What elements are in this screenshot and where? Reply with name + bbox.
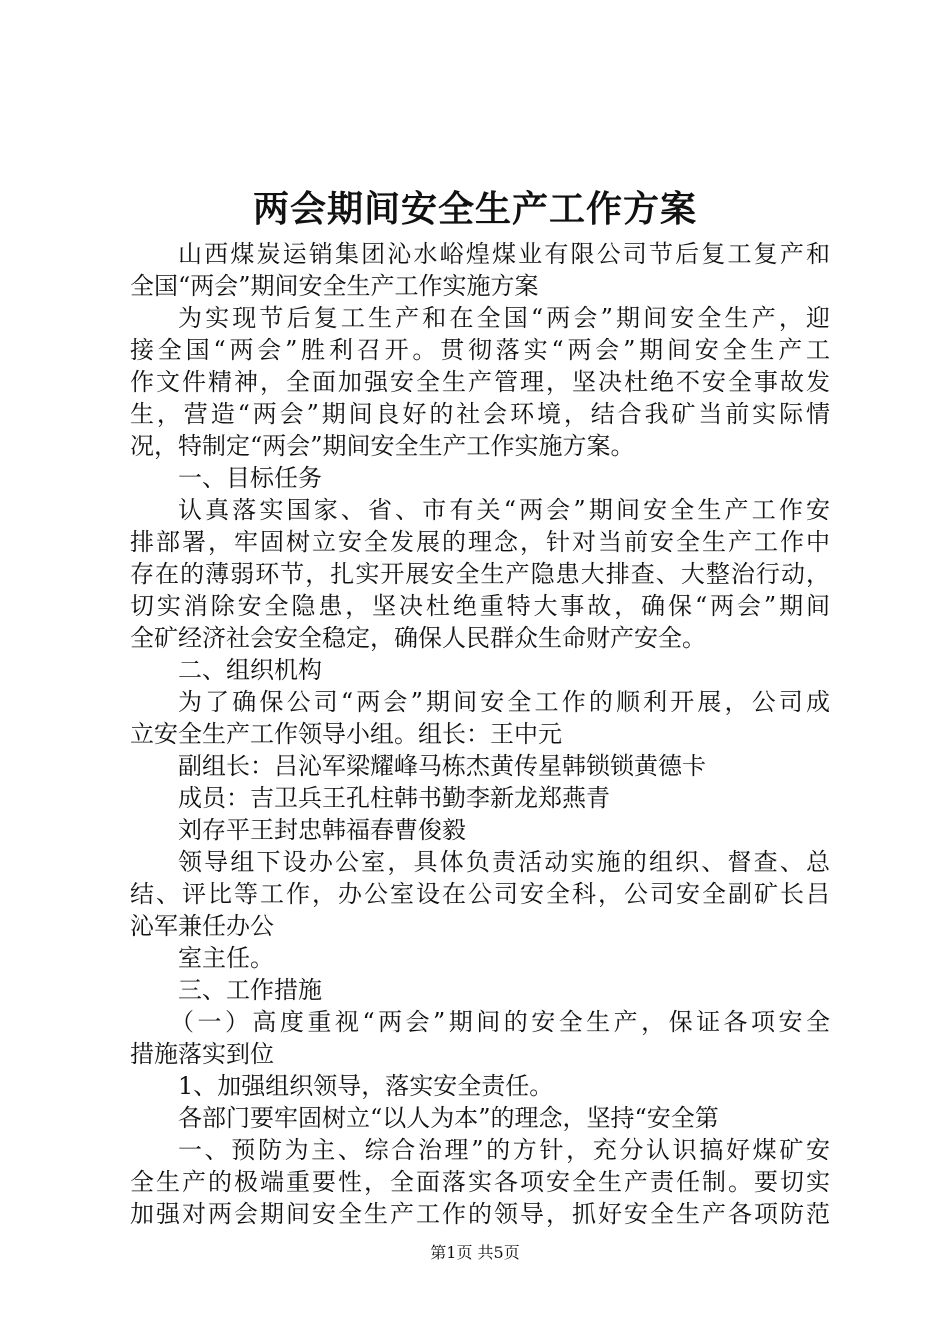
text-line: 一、预防为主、综合治理”的方针，充分认识搞好煤矿安	[178, 1136, 830, 1164]
text-line: 作文件精神，全面加强安全生产管理，坚决杜绝不安全事故发	[130, 368, 830, 396]
text-line: 沁军兼任办公	[130, 912, 274, 940]
text-line: 山西煤炭运销集团沁水峪煌煤业有限公司节后复工复产和	[178, 240, 830, 268]
text-line: 立安全生产工作领导小组。组长：王中元	[130, 720, 562, 748]
text-line: 室主任。	[178, 944, 274, 972]
text-line: 切实消除安全隐患，坚决杜绝重特大事故，确保“两会”期间	[130, 592, 830, 620]
text-line: 全国“两会”期间安全生产工作实施方案	[130, 272, 539, 300]
text-line: 存在的薄弱环节，扎实开展安全生产隐患大排查、大整治行动，	[130, 560, 830, 588]
page-footer: 第1页 共5页	[430, 1243, 520, 1262]
text-line: 接全国“两会”胜利召开。贯彻落实“两会”期间安全生产工	[130, 336, 830, 364]
text-line: 各部门要牢固树立“以人为本”的理念，坚持“安全第	[178, 1104, 719, 1132]
text-line: 加强对两会期间安全生产工作的领导，抓好安全生产各项防范	[130, 1200, 830, 1228]
text-line: 领导组下设办公室，具体负责活动实施的组织、督查、总	[178, 848, 830, 876]
text-line: 三、工作措施	[178, 976, 322, 1004]
document-body	[130, 238, 830, 1230]
text-line: （一）高度重视“两会”期间的安全生产，保证各项安全	[170, 1008, 830, 1036]
text-line: 全生产的极端重要性，全面落实各项安全生产责任制。要切实	[130, 1168, 830, 1196]
text-line: 况，特制定“两会”期间安全生产工作实施方案。	[130, 432, 635, 460]
text-line: 认真落实国家、省、市有关“两会”期间安全生产工作安	[178, 496, 830, 524]
text-line: 一、目标任务	[178, 464, 322, 492]
text-line: 1、加强组织领导，落实安全责任。	[178, 1072, 554, 1100]
text-line: 结、评比等工作，办公室设在公司安全科，公司安全副矿长吕	[130, 880, 830, 908]
text-line: 刘存平王封忠韩福春曹俊毅	[178, 816, 466, 844]
text-line: 二、组织机构	[178, 656, 322, 684]
text-line: 排部署，牢固树立安全发展的理念，针对当前安全生产工作中	[130, 528, 830, 556]
text-line: 生，营造“两会”期间良好的社会环境，结合我矿当前实际情	[130, 400, 830, 428]
text-line: 为了确保公司“两会”期间安全工作的顺利开展，公司成	[178, 688, 830, 716]
text-line: 措施落实到位	[130, 1040, 274, 1068]
text-line: 副组长：吕沁军梁耀峰马栋杰黄传星韩锁锁黄德卡	[178, 752, 706, 780]
text-line: 为实现节后复工生产和在全国“两会”期间安全生产，迎	[178, 304, 830, 332]
text-line: 全矿经济社会安全稳定，确保人民群众生命财产安全。	[130, 624, 706, 652]
document-title: 两会期间安全生产工作方案	[252, 189, 697, 230]
text-line: 成员：吉卫兵王孔柱韩书勤李新龙郑燕青	[178, 784, 610, 812]
